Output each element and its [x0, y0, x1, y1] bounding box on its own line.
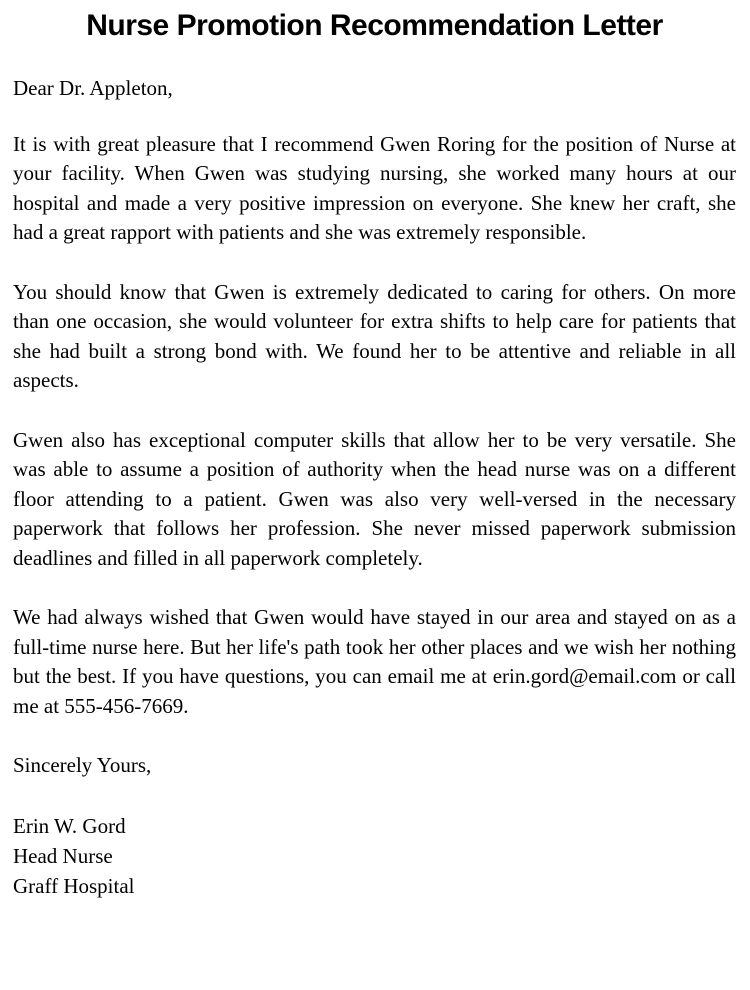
paragraph-3: Gwen also has exceptional computer skills that allow her to be very versatile. She was able to assume a position of authority when the head nurse was on a different floor attending to a patient. Gwen was also very well-versed in the necessary paperwork that follows her profession. She never missed paperwork submission deadlines and filled in all paperwork completely. — [13, 427, 736, 570]
signature-role: Head Nurse — [13, 843, 113, 868]
signature-organization: Graff Hospital — [13, 873, 135, 898]
signature-name: Erin W. Gord — [13, 813, 126, 838]
paragraph-1: It is with great pleasure that I recommend Gwen Roring for the position of Nurse at your facility. When Gwen was studying nursing, she worked many hours at our hospital and made a very positive impression on everyone. She knew her craft, she had a great rapport with patients and she was extremely responsible. — [13, 131, 736, 244]
letter-title: Nurse Promotion Recommendation Letter — [86, 9, 663, 42]
salutation: Dear Dr. Appleton, — [13, 76, 173, 100]
closing: Sincerely Yours, — [13, 753, 152, 777]
paragraph-4: We had always wished that Gwen would have stayed in our area and stayed on as a full-time nurse here. But her life's path took her other places and we wish her nothing but the best. If you have questions, you can email me at erin.gord@email.com or call me at 555-456-7669. — [13, 605, 736, 718]
paragraph-2: You should know that Gwen is extremely dedicated to caring for others. On more than one occasion, she would volunteer for extra shifts to help care for patients that she had built a strong bond with. We found her to be attentive and reliable in all aspects. — [13, 279, 736, 392]
signature-block — [13, 811, 736, 901]
